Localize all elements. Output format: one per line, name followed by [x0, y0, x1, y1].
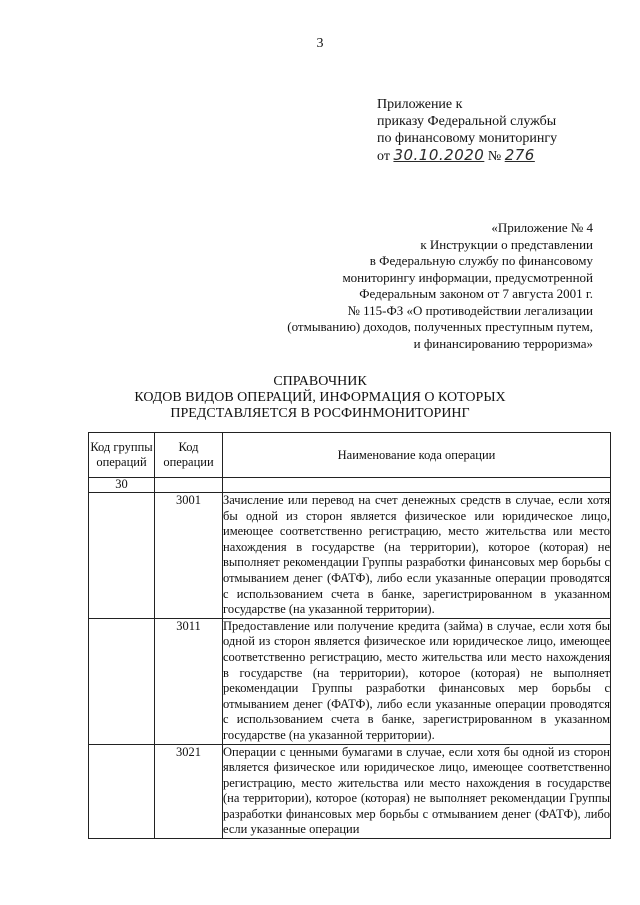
- title-line-3: ПРЕДСТАВЛЯЕТСЯ В РОСФИНМОНИТОРИНГ: [170, 406, 470, 421]
- order-reference: [377, 147, 557, 165]
- op-code-cell: 3011: [155, 618, 223, 744]
- from-label: от: [377, 149, 390, 164]
- op-description-cell: Предоставление или получение кредита (займа) в случае, если хотя бы одной из сторон является физическое или юридическое лицо, имеющее соответственно регистрацию, место жительства или место нахождения в государстве (на территории), которое (которая) не выполняет рекомендации Группы разработки финансовых мер борьбы с отмыванием денег (ФАТФ), либо если указанные операции проводятся с использованием счета в банке, зарегистрированном в указанном государстве (на указанной территории).: [223, 618, 611, 744]
- table-row: [89, 618, 611, 744]
- instruction-line: «Приложение № 4: [491, 220, 593, 235]
- title-line-1: СПРАВОЧНИК: [273, 374, 367, 389]
- page-number: 3: [316, 36, 324, 51]
- op-code-cell: 3001: [155, 493, 223, 619]
- empty-cell: [89, 493, 155, 619]
- group-row: [89, 478, 611, 493]
- empty-cell: [89, 744, 155, 839]
- empty-cell: [155, 478, 223, 493]
- title-line-2: КОДОВ ВИДОВ ОПЕРАЦИЙ, ИНФОРМАЦИЯ О КОТОРЫХ: [134, 390, 506, 405]
- handwritten-number: 276: [504, 146, 535, 164]
- table-header-row: [89, 433, 611, 478]
- instruction-line: в Федеральную службу по финансовому: [369, 253, 593, 268]
- instruction-line: № 115-ФЗ «О противодействии легализации: [347, 302, 593, 318]
- appendix-header: [377, 96, 557, 165]
- empty-cell: [89, 618, 155, 744]
- table-row: [89, 744, 611, 839]
- appendix-line-2: приказу Федеральной службы: [377, 114, 557, 129]
- instruction-reference: [263, 220, 593, 352]
- appendix-line-1: Приложение к: [377, 97, 463, 112]
- instruction-line: мониторингу информации, предусмотренной: [342, 269, 593, 285]
- instruction-line: к Инструкции о представлении: [420, 236, 593, 252]
- number-label: №: [487, 149, 502, 164]
- handwritten-date: 30.10.2020: [393, 146, 485, 164]
- op-description-cell: Зачисление или перевод на счет денежных средств в случае, если хотя бы одной из сторон является физическое или юридическое лицо, имеющее соответственно регистрацию, место жительства или место нахождения в государстве (на территории), которое (которая) не выполняет рекомендации Группы разработки финансовых мер борьбы с отмыванием денег (ФАТФ), либо если указанные операции проводятся с использованием счета в банке, зарегистрированном в указанном государстве (на указанной территории).: [223, 493, 611, 619]
- appendix-line-3: по финансовому мониторингу: [377, 131, 558, 146]
- document-title: [0, 374, 640, 422]
- header-group-code: Код группы операций: [89, 433, 155, 478]
- header-op-code: Код операции: [155, 433, 223, 478]
- op-code-cell: 3021: [155, 744, 223, 839]
- instruction-line: (отмыванию) доходов, полученных преступным путем,: [287, 319, 593, 334]
- op-description-cell: Операции с ценными бумагами в случае, если хотя бы одной из сторон является физическое или юридическое лицо, имеющее соответственно регистрацию, место жительства или место нахождения в государстве (на территории), которое (которая) не выполняет рекомендации Группы разработки финансовых мер борьбы с отмыванием денег (ФАТФ), либо если указанные операции: [223, 744, 611, 839]
- operations-table: [88, 432, 611, 839]
- empty-cell: [223, 478, 611, 493]
- group-code-cell: 30: [89, 478, 155, 493]
- instruction-line: и финансированию терроризма»: [413, 335, 593, 351]
- instruction-line: Федеральным законом от 7 августа 2001 г.: [359, 286, 593, 301]
- table-row: [89, 493, 611, 619]
- header-name: Наименование кода операции: [223, 433, 611, 478]
